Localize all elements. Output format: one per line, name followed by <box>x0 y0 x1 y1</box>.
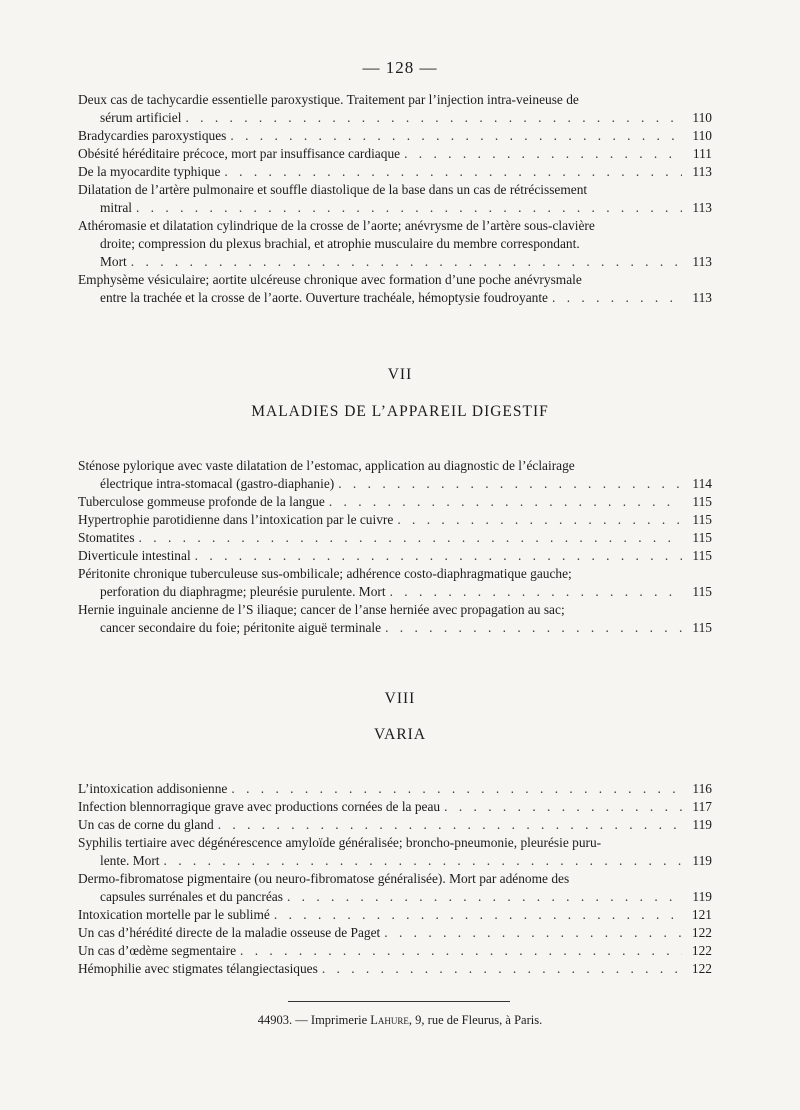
section-title-digestive: MALADIES DE L’APPAREIL DIGESTIF <box>251 403 549 420</box>
toc-entry <box>78 529 712 547</box>
toc-entry-final-line <box>78 289 712 307</box>
toc-entry-final-line <box>78 780 712 798</box>
toc-entry <box>78 942 712 960</box>
toc-entry-final-line <box>78 942 712 960</box>
toc-entry-final-line <box>78 145 712 163</box>
toc-entry-title: capsules surrénales et du pancréas <box>100 889 283 904</box>
toc-entry-title: Obésité héréditaire précoce, mort par insuffisance cardiaque <box>78 146 401 161</box>
toc-page-number: 114 <box>692 476 712 491</box>
toc-entry <box>78 181 712 217</box>
footer-rule <box>288 1001 510 1002</box>
page-number: — 128 — <box>362 58 438 77</box>
toc-entry <box>78 457 712 493</box>
toc-page-number: 121 <box>691 907 712 922</box>
dot-leader <box>139 529 682 547</box>
toc-entry-title: Tuberculose gommeuse profonde de la langue <box>78 494 325 509</box>
toc-page-number: 110 <box>692 128 712 143</box>
toc-entry-title: Un cas d’hérédité directe de la maladie osseuse de Paget <box>78 925 381 940</box>
toc-block-varia <box>78 780 712 978</box>
toc-page-number: 119 <box>692 889 712 904</box>
toc-entry-final-line <box>78 493 712 511</box>
toc-entry <box>78 217 712 271</box>
toc-entry <box>78 493 712 511</box>
toc-entry-title: Un cas d’œdème segmentaire <box>78 943 237 958</box>
imprint-address: , 9, rue de Fleurus, à Paris. <box>408 1013 543 1027</box>
toc-entry-title: De la myocardite typhique <box>78 164 221 179</box>
dot-leader <box>385 619 682 637</box>
toc-page-number: 113 <box>692 254 712 269</box>
toc-entry-title: Un cas de corne du gland <box>78 817 214 832</box>
toc-entry-final-line <box>78 960 712 978</box>
printer-imprint <box>0 1013 800 1028</box>
toc-entry-final-line <box>78 852 712 870</box>
toc-entry-title: Hypertrophie parotidienne dans l’intoxication par le cuivre <box>78 512 394 527</box>
dot-leader <box>404 145 682 163</box>
toc-entry-title: Stomatites <box>78 530 135 545</box>
imprint-printer-name: Lahure <box>370 1013 409 1027</box>
toc-entry-final-line <box>78 888 712 906</box>
toc-entry <box>78 565 712 601</box>
toc-entry-title: sérum artificiel <box>100 110 182 125</box>
dot-leader <box>390 583 682 601</box>
toc-page-number: 116 <box>692 781 712 796</box>
dot-leader <box>218 816 682 834</box>
dot-leader <box>444 798 682 816</box>
dot-leader <box>384 924 682 942</box>
dot-leader <box>322 960 682 978</box>
toc-entry-title: lente. Mort <box>100 853 160 868</box>
toc-page-number: 119 <box>692 817 712 832</box>
toc-entry-title: électrique intra-stomacal (gastro-diaphanie) <box>100 476 335 491</box>
toc-entry-line: Sténose pylorique avec vaste dilatation de l’estomac, application au diagnostic de l’éclairage <box>78 458 575 473</box>
section-title-varia: VARIA <box>373 726 427 743</box>
toc-page-number: 115 <box>692 584 712 599</box>
imprint-dash: — <box>295 1013 308 1027</box>
dot-leader <box>338 475 682 493</box>
toc-entry-title: Diverticule intestinal <box>78 548 191 563</box>
toc-entry-title: cancer secondaire du foie; péritonite aiguë terminale <box>100 620 382 635</box>
toc-page-number: 111 <box>692 146 712 161</box>
section-number-viii: VIII <box>384 690 416 707</box>
dot-leader <box>230 127 682 145</box>
toc-entry-title: Infection blennorragique grave avec productions cornées de la peau <box>78 799 441 814</box>
toc-entry-line: Athéromasie et dilatation cylindrique de la crosse de l’aorte; anévrysme de l’artère sous-clavière <box>78 218 595 233</box>
toc-entry-title: Bradycardies paroxystiques <box>78 128 227 143</box>
dot-leader <box>397 511 682 529</box>
toc-entry <box>78 145 712 163</box>
toc-entry-final-line <box>78 619 712 637</box>
section-number-vii: VII <box>387 366 413 383</box>
toc-entry-title: mitral <box>100 200 132 215</box>
toc-entry-line: Dermo-fibromatose pigmentaire (ou neuro-fibromatose généralisée). Mort par adénome des <box>78 871 570 886</box>
dot-leader <box>136 199 682 217</box>
toc-entry <box>78 511 712 529</box>
toc-entry <box>78 924 712 942</box>
toc-entry-final-line <box>78 127 712 145</box>
toc-entry-line: Deux cas de tachycardie essentielle paroxystique. Traitement par l’injection intra-veineuse de <box>78 92 579 107</box>
toc-entry-line: Syphilis tertiaire avec dégénérescence amyloïde généralisée; broncho-pneumonie, pleurésie puru- <box>78 835 602 850</box>
toc-entry <box>78 960 712 978</box>
toc-block-circulatory <box>78 91 712 307</box>
dot-leader <box>195 547 682 565</box>
toc-entry-final-line <box>78 924 712 942</box>
toc-entry <box>78 163 712 181</box>
imprint-number: 44903. <box>257 1013 293 1027</box>
toc-page-number: 110 <box>692 110 712 125</box>
toc-entry-title: L’intoxication addisonienne <box>78 781 228 796</box>
toc-entry-title: Intoxication mortelle par le sublimé <box>78 907 270 922</box>
toc-page-number: 115 <box>692 494 712 509</box>
toc-entry-final-line <box>78 816 712 834</box>
dot-leader <box>224 163 682 181</box>
toc-page-number: 115 <box>692 530 712 545</box>
toc-page-number: 119 <box>692 853 712 868</box>
toc-page-number: 115 <box>692 512 712 527</box>
toc-entry-final-line <box>78 109 712 127</box>
toc-entry <box>78 816 712 834</box>
dot-leader <box>164 852 683 870</box>
toc-entry <box>78 127 712 145</box>
toc-entry <box>78 780 712 798</box>
toc-page-number: 113 <box>692 164 712 179</box>
toc-entry-final-line <box>78 906 712 924</box>
toc-entry <box>78 547 712 565</box>
toc-entry-line: Péritonite chronique tuberculeuse sus-ombilicale; adhérence costo-diaphragmatique gauche; <box>78 566 572 581</box>
toc-entry-final-line <box>78 798 712 816</box>
toc-page-number: 115 <box>692 548 712 563</box>
toc-page-number: 117 <box>692 799 712 814</box>
toc-entry-title: entre la trachée et la crosse de l’aorte. Ouverture trachéale, hémoptysie foudroyante <box>100 290 548 305</box>
toc-entry <box>78 601 712 637</box>
toc-entry-final-line <box>78 511 712 529</box>
dot-leader <box>329 493 682 511</box>
dot-leader <box>131 253 682 271</box>
toc-entry-line: droite; compression du plexus brachial, et atrophie musculaire du membre correspondant. <box>100 236 580 251</box>
toc-page-number: 113 <box>692 290 712 305</box>
toc-page-number: 122 <box>691 961 712 976</box>
toc-page-number: 122 <box>691 943 712 958</box>
dot-leader <box>274 906 682 924</box>
toc-block-digestive <box>78 457 712 637</box>
toc-entry-line: Hernie inguinale ancienne de l’S iliaque; cancer de l’anse herniée avec propagation au sac; <box>78 602 565 617</box>
dot-leader <box>240 942 682 960</box>
toc-page-number: 122 <box>691 925 712 940</box>
toc-entry-line: Emphysème vésiculaire; aortite ulcéreuse chronique avec formation d’une poche anévrysmale <box>78 272 582 287</box>
toc-entry-title: Hémophilie avec stigmates télangiectasiques <box>78 961 318 976</box>
toc-entry-title: perforation du diaphragme; pleurésie purulente. Mort <box>100 584 386 599</box>
toc-entry-final-line <box>78 583 712 601</box>
toc-entry <box>78 834 712 870</box>
toc-entry-final-line <box>78 475 712 493</box>
dot-leader <box>287 888 682 906</box>
toc-entry-final-line <box>78 529 712 547</box>
dot-leader <box>552 289 682 307</box>
toc-entry-line: Dilatation de l’artère pulmonaire et souffle diastolique de la base dans un cas de rétrécissement <box>78 182 588 197</box>
toc-page-number: 113 <box>692 200 712 215</box>
toc-entry <box>78 91 712 127</box>
toc-entry-final-line <box>78 199 712 217</box>
dot-leader <box>185 109 682 127</box>
imprint-printer: Imprimerie <box>310 1013 368 1027</box>
toc-entry-final-line <box>78 253 712 271</box>
toc-entry-final-line <box>78 163 712 181</box>
toc-entry-title: Mort <box>100 254 127 269</box>
toc-entry <box>78 271 712 307</box>
toc-entry <box>78 798 712 816</box>
toc-entry-final-line <box>78 547 712 565</box>
toc-page-number: 115 <box>692 620 712 635</box>
toc-entry <box>78 870 712 906</box>
toc-entry <box>78 906 712 924</box>
dot-leader <box>231 780 682 798</box>
